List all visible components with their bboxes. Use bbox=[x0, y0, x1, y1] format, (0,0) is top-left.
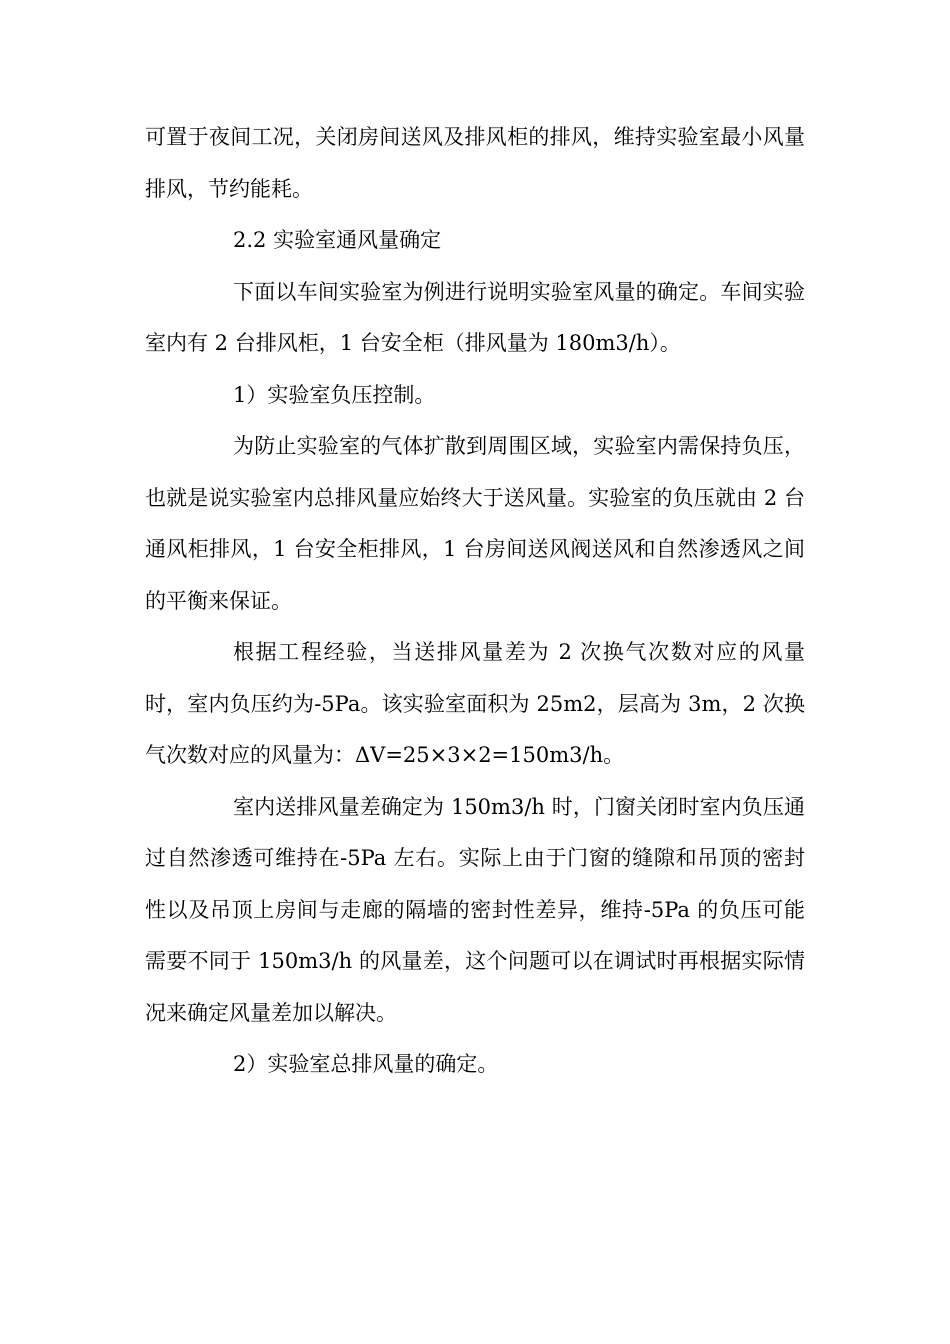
paragraph-1: 可置于夜间工况，关闭房间送风及排风柜的排风，维持实验室最小风量排风，节约能耗。 bbox=[145, 125, 805, 201]
subheading-1: 1）实验室负压控制。 bbox=[233, 382, 436, 407]
section-heading-2-2: 2.2 实验室通风量确定 bbox=[233, 228, 442, 252]
paragraph-5: 室内送排风量差确定为 150m3/h 时，门窗关闭时室内负压通过自然渗透可维持在-5Pa 左右。实际上由于门窗的缝隙和吊顶的密封性以及吊顶上房间与走廊的隔墙的密封性差异，维持-5Pa 的负压可能需要不同于 150m3/h 的风量差，这个问题可以在调试时再根据实际情况来确定风量差加以解决。 bbox=[145, 794, 805, 1025]
document-body bbox=[145, 112, 805, 1091]
subheading-2: 2）实验室总排风量的确定。 bbox=[233, 1052, 499, 1076]
paragraph-3: 为防止实验室的气体扩散到周围区域，实验室内需保持负压，也就是说实验室内总排风量应始终大于送风量。实验室的负压就由 2 台通风柜排风，1 台安全柜排风，1 台房间送风阀送风和自然渗透风之间的平衡来保证。 bbox=[145, 434, 805, 613]
paragraph-4: 根据工程经验，当送排风量差为 2 次换气次数对应的风量时，室内负压约为-5Pa。该实验室面积为 25m2，层高为 3m，2 次换气次数对应的风量为：ΔV=25×3×2=150m3/h。 bbox=[145, 640, 805, 767]
paragraph-2: 下面以车间实验室为例进行说明实验室风量的确定。车间实验室内有 2 台排风柜，1 台安全柜（排风量为 180m3/h）。 bbox=[145, 279, 805, 355]
